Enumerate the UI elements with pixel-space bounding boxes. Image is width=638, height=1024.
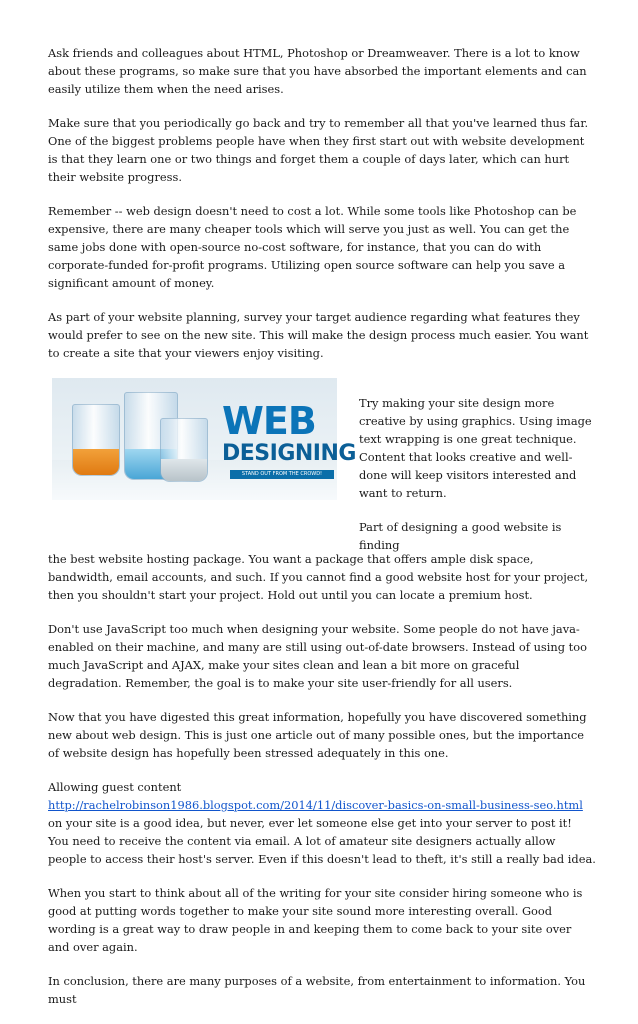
paragraph: Ask friends and colleagues about HTML, Photoshop or Dreamweaver. There is a lot to know about these programs, so make sure that you have absorbed the important elements and can easily utilize them when the need arises. xyxy=(48,46,587,96)
blog-link[interactable]: http://rachelrobinson1986.blogspot.com/2014/11/discover-basics-on-small-business-seo.html xyxy=(48,798,583,812)
article-body xyxy=(48,44,596,1024)
paragraph: Try making your site design more creative by using graphics. Using image text wrapping is one great technique. Content that looks creative and well-done will keep visitors interested and want to return. xyxy=(359,396,592,500)
paragraph-guest-content xyxy=(48,778,596,868)
paragraph: Now that you have digested this great information, hopefully you have discovered something new about web design. This is just one article out of many possible ones, but the importance of website design has hopefully been stressed adequately in this one. xyxy=(48,710,587,760)
paragraph: Remember -- web design doesn't need to cost a lot. While some tools like Photoshop can be expensive, there are many cheaper tools which will serve you just as well. You can get the same jobs done with open-source no-cost software, for instance, that you can do with corporate-funded for-profit programs. Utilizing open source software can help you save a significant amount of money. xyxy=(48,204,577,290)
web-designing-image xyxy=(52,378,356,500)
glass-liquid xyxy=(73,449,119,475)
glass-liquid xyxy=(161,459,207,481)
image-tagline: STAND OUT FROM THE CROWD! xyxy=(230,470,334,479)
paragraph: When you start to think about all of the writing for your site consider hiring someone who is good at putting words together to make your site sound more interesting overall. Good wording is a great way to draw people in and keeping them to come back to your site over and over again. xyxy=(48,886,583,954)
paragraph: the best website hosting package. You want a package that offers ample disk space, bandwidth, email accounts, and such. If you cannot find a good website host for your project, then you shouldn't start your project. Hold out until you can locate a premium host. xyxy=(48,552,589,602)
wrapped-text xyxy=(359,394,595,554)
paragraph: Don't use JavaScript too much when designing your website. Some people do not have java-enabled on their machine, and many are still using out-of-date browsers. Instead of using too much JavaScript and AJAX, make your sites clean and lean a bit more on graceful degradation. Remember, the goal is to make your site user-friendly for all users. xyxy=(48,622,587,690)
image-title-web: WEB xyxy=(222,399,316,443)
glass-right xyxy=(160,418,208,482)
guest-rest: on your site is a good idea, but never, ever let someone else get into your server to post it! You need to receive the content via email. A lot of amateur site designers actually allow people to access their host's server. Even if this doesn't lead to theft, it's still a really bad idea. xyxy=(48,816,596,866)
guest-intro: Allowing guest content xyxy=(48,780,182,794)
glass-left xyxy=(72,404,120,476)
paragraph-start: Part of designing a good website is finding xyxy=(359,520,562,552)
paragraph: In conclusion, there are many purposes of a website, from entertainment to information. You must xyxy=(48,974,586,1006)
paragraph: Make sure that you periodically go back and try to remember all that you've learned thus far. One of the biggest problems people have when they first start out with website development is that they learn one or two things and forget them a couple of days later, which can hurt their website progress. xyxy=(48,116,589,184)
image-title-designing: DESIGNING xyxy=(222,441,356,466)
figure-row xyxy=(48,378,596,552)
paragraph: As part of your website planning, survey your target audience regarding what features they would prefer to see on the new site. This will make the design process much easier. You want to create a site that your viewers enjoy visiting. xyxy=(48,310,589,360)
